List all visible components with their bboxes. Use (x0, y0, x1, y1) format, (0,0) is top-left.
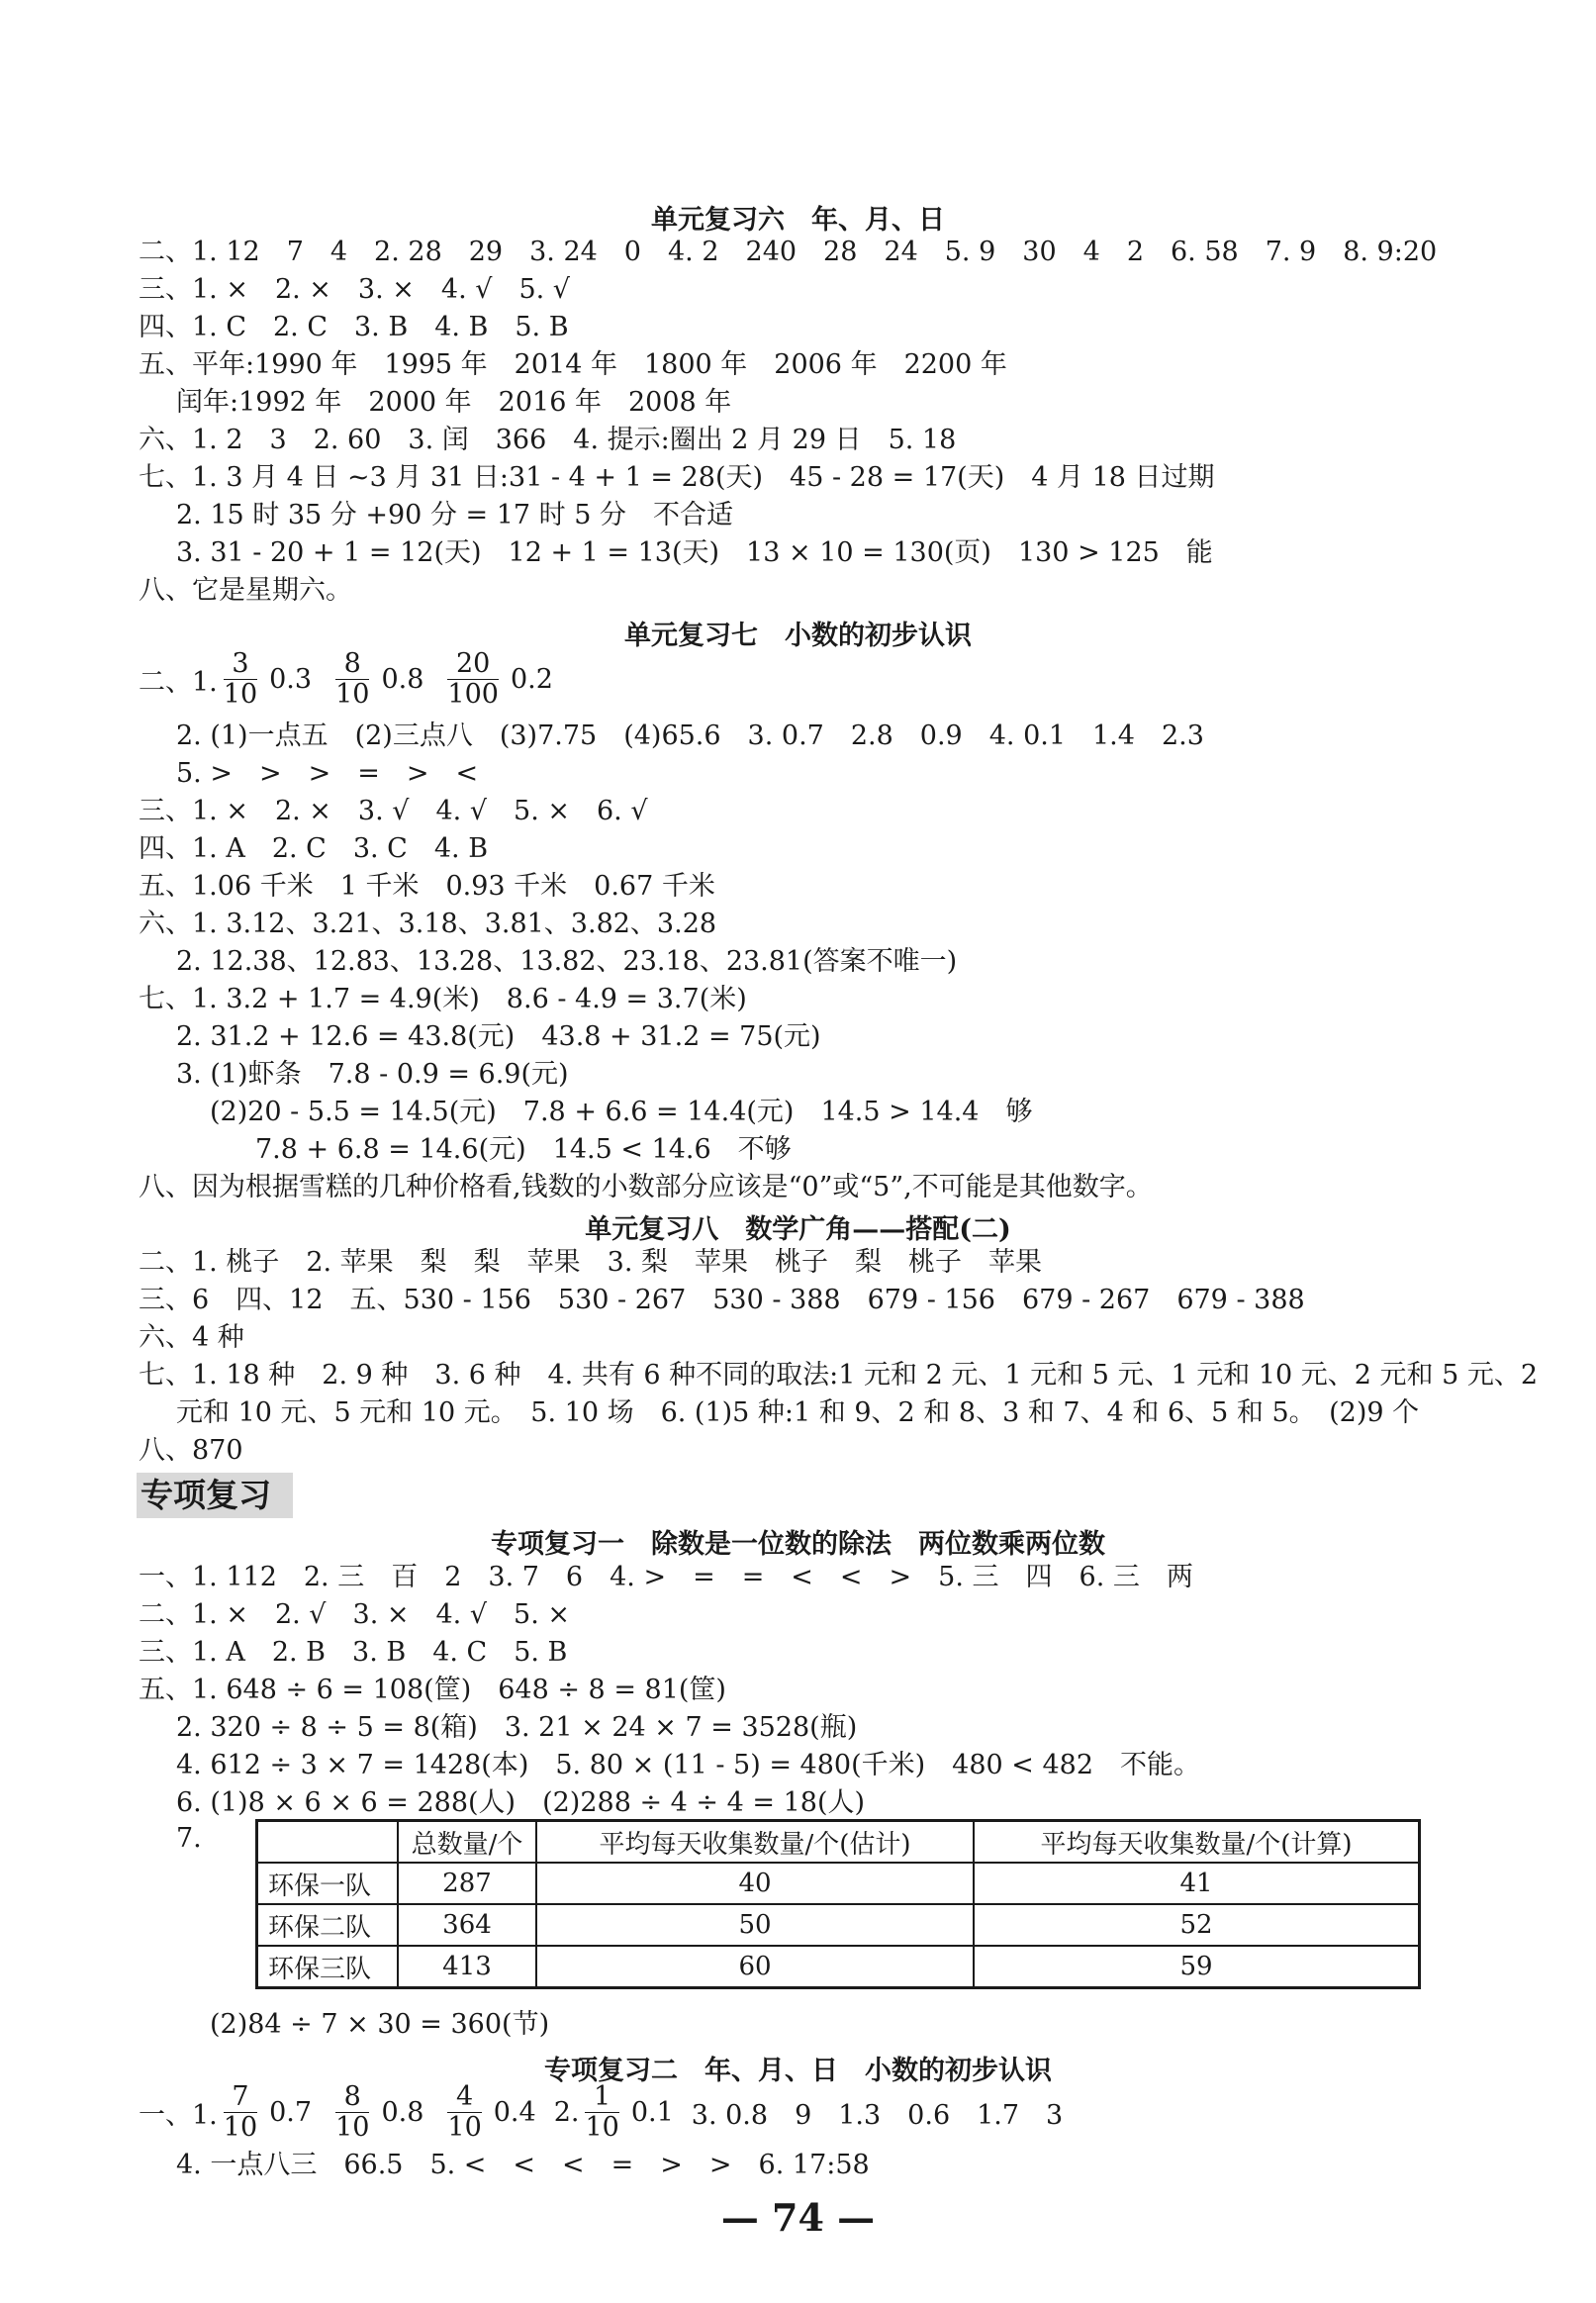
answer-line: 2. (1)一点五 (2)三点八 (3)7.75 (4)65.6 3. 0.7 2.8 0.9 4. 0.1 1.4 2.3 (176, 720, 1204, 751)
answer-tail: 3. 0.8 9 1.3 0.6 1.7 3 (691, 2099, 1064, 2131)
table-cell: 50 (536, 1904, 974, 1946)
question-number: 7. (176, 1823, 202, 1854)
denominator: 10 (447, 2111, 482, 2143)
denominator: 10 (223, 2111, 258, 2143)
table-cell: 环保三队 (257, 1946, 399, 1988)
fraction (447, 649, 499, 710)
answer-line: 三、1. × 2. × 3. × 4. √ 5. √ (139, 274, 570, 305)
answer-line: 3. (1)虾条 7.8 - 0.9 = 6.9(元) (176, 1059, 569, 1090)
answer-line: 元和 10 元、5 元和 10 元。 5. 10 场 6. (1)5 种:1 和 9、2 和 8、3 和 7、4 和 6、5 和 5。 (2)9 个 (176, 1397, 1420, 1428)
numerator: 20 (447, 649, 499, 680)
table-header-row (257, 1821, 1420, 1864)
answer-line: 二、1. 12 7 4 2. 28 29 3. 24 0 4. 2 240 28 24 5. 9 30 4 2 6. 58 7. 9 8. 9:20 (139, 237, 1438, 267)
table-cell: 40 (536, 1863, 974, 1904)
answer-line: 六、1. 3.12、3.21、3.18、3.81、3.82、3.28 (139, 909, 717, 939)
question-prefix: 一、1. (139, 2099, 218, 2131)
fraction (447, 2082, 481, 2143)
table-cell: 287 (398, 1863, 536, 1904)
answer-line: 2. 12.38、12.83、13.28、13.82、23.18、23.81(答案不唯一) (176, 946, 958, 977)
numerator: 8 (335, 649, 369, 680)
collection-table (255, 1819, 1421, 1989)
answer-line: 4. 612 ÷ 3 × 7 = 1428(本) 5. 80 × (11 - 5) = 480(千米) 480 < 482 不能。 (176, 1750, 1201, 1780)
answer-line: 五、1.06 千米 1 千米 0.93 千米 0.67 千米 (139, 871, 715, 902)
answer-line: 七、1. 18 种 2. 9 种 3. 6 种 4. 共有 6 种不同的取法:1 元和 2 元、1 元和 5 元、1 元和 10 元、2 元和 5 元、2 (139, 1360, 1539, 1391)
section-title-special-2: 专项复习二 年、月、日 小数的初步认识 (544, 2056, 1052, 2086)
answer-line: (2)84 ÷ 7 × 30 = 360(节) (210, 2009, 550, 2040)
denominator: 10 (223, 678, 258, 710)
fraction (224, 649, 257, 710)
denominator: 10 (335, 2111, 370, 2143)
table-cell: 364 (398, 1904, 536, 1946)
numerator: 1 (585, 2082, 618, 2113)
answer-line: 6. (1)8 × 6 × 6 = 288(人) (2)288 ÷ 4 ÷ 4 = 18(人) (176, 1787, 866, 1818)
special-review-banner: 专项复习 (137, 1473, 293, 1518)
answer-line: 3. 31 - 20 + 1 = 12(天) 12 + 1 = 13(天) 13 × 10 = 130(页) 130 > 125 能 (176, 537, 1213, 568)
answer-line: 三、1. × 2. × 3. √ 4. √ 5. × 6. √ (139, 796, 648, 826)
answer-line: 二、1. 桃子 2. 苹果 梨 梨 苹果 3. 梨 苹果 桃子 梨 桃子 苹果 (139, 1247, 1043, 1278)
section-title-review-8: 单元复习八 数学广角——搭配(二) (585, 1214, 1011, 1245)
fraction-answer-line (139, 643, 571, 715)
answer-line: 5. > > > = > < (176, 758, 479, 789)
fraction (335, 649, 369, 710)
answer-line: 三、6 四、12 五、530 - 156 530 - 267 530 - 388 679 - 156 679 - 267 679 - 388 (139, 1285, 1305, 1315)
numerator: 3 (224, 649, 257, 680)
decimal-value: 0.3 (269, 663, 313, 695)
answer-line: 四、1. C 2. C 3. B 4. B 5. B (139, 312, 569, 342)
answer-line: 八、因为根据雪糕的几种价格看,钱数的小数部分应该是“0”或“5”,不可能是其他数字。 (139, 1172, 1153, 1202)
denominator: 10 (335, 678, 370, 710)
table-row (257, 1904, 1420, 1946)
answer-line: 二、1. × 2. √ 3. × 4. √ 5. × (139, 1599, 570, 1630)
decimal-value: 0.1 (630, 2096, 674, 2128)
table-cell: 52 (974, 1904, 1420, 1946)
page-number: — 74 — (720, 2195, 876, 2240)
table-header-cell: 平均每天收集数量/个(计算) (974, 1821, 1420, 1864)
answer-line: 六、1. 2 3 2. 60 3. 闰 366 4. 提示:圈出 2 月 29 日 5. 18 (139, 425, 957, 455)
fraction (335, 2082, 369, 2143)
question-prefix: 2. (553, 2096, 580, 2128)
answer-line: 一、1. 112 2. 三 百 2 3. 7 6 4. > = = < < > 5. 三 四 6. 三 两 (139, 1562, 1193, 1592)
answer-line: 四、1. A 2. C 3. C 4. B (139, 833, 489, 864)
answer-line: 2. 15 时 35 分 +90 分 = 17 时 5 分 不合适 (176, 500, 734, 530)
numerator: 8 (335, 2082, 369, 2113)
table-cell: 413 (398, 1946, 536, 1988)
section-title-special-1: 专项复习一 除数是一位数的除法 两位数乘两位数 (491, 1529, 1105, 1560)
fraction (224, 2082, 257, 2143)
denominator: 10 (585, 2111, 619, 2143)
decimal-value: 0.8 (381, 663, 424, 695)
table-row (257, 1946, 1420, 1988)
answer-line: 七、1. 3 月 4 日 ~3 月 31 日:31 - 4 + 1 = 28(天) 45 - 28 = 17(天) 4 月 18 日过期 (139, 462, 1215, 493)
decimal-value: 0.7 (269, 2096, 313, 2128)
answer-line: 4. 一点八三 66.5 5. < < < = > > 6. 17:58 (176, 2150, 870, 2180)
fraction-answer-line (139, 2076, 1063, 2148)
decimal-value: 0.4 (493, 2096, 536, 2128)
section-title-review-7: 单元复习七 小数的初步认识 (624, 621, 972, 651)
table-cell: 60 (536, 1946, 974, 1988)
numerator: 4 (447, 2082, 481, 2113)
answer-line: 三、1. A 2. B 3. B 4. C 5. B (139, 1637, 568, 1668)
decimal-value: 0.8 (381, 2096, 424, 2128)
table-cell: 59 (974, 1946, 1420, 1988)
answer-line: 五、平年:1990 年 1995 年 2014 年 1800 年 2006 年 2200 年 (139, 349, 1007, 380)
decimal-value: 0.2 (510, 663, 553, 695)
answer-line: (2)20 - 5.5 = 14.5(元) 7.8 + 6.6 = 14.4(元) 14.5 > 14.4 够 (210, 1097, 1033, 1127)
answer-line: 闰年:1992 年 2000 年 2016 年 2008 年 (176, 387, 732, 418)
answer-line: 六、4 种 (139, 1322, 244, 1353)
answer-line: 2. 31.2 + 12.6 = 43.8(元) 43.8 + 31.2 = 75(元) (176, 1021, 821, 1052)
answer-line: 七、1. 3.2 + 1.7 = 4.9(米) 8.6 - 4.9 = 3.7(米) (139, 984, 747, 1014)
answer-line: 五、1. 648 ÷ 6 = 108(筐) 648 ÷ 8 = 81(筐) (139, 1675, 726, 1705)
answer-line: 7.8 + 6.8 = 14.6(元) 14.5 < 14.6 不够 (255, 1134, 792, 1165)
table-cell: 环保一队 (257, 1863, 399, 1904)
table-header-cell (257, 1821, 399, 1864)
numerator: 7 (224, 2082, 257, 2113)
answer-line: 八、870 (139, 1435, 243, 1466)
table-cell: 环保二队 (257, 1904, 399, 1946)
section-title-review-6: 单元复习六 年、月、日 (651, 205, 945, 236)
table-header-cell: 平均每天收集数量/个(估计) (536, 1821, 974, 1864)
table-header-cell: 总数量/个 (398, 1821, 536, 1864)
question-prefix: 二、1. (139, 666, 218, 698)
denominator: 100 (447, 678, 499, 710)
answer-line: 2. 320 ÷ 8 ÷ 5 = 8(箱) 3. 21 × 24 × 7 = 3528(瓶) (176, 1712, 858, 1743)
table-cell: 41 (974, 1863, 1420, 1904)
answer-line: 八、它是星期六。 (139, 575, 352, 606)
table-row (257, 1863, 1420, 1904)
fraction (585, 2082, 618, 2143)
